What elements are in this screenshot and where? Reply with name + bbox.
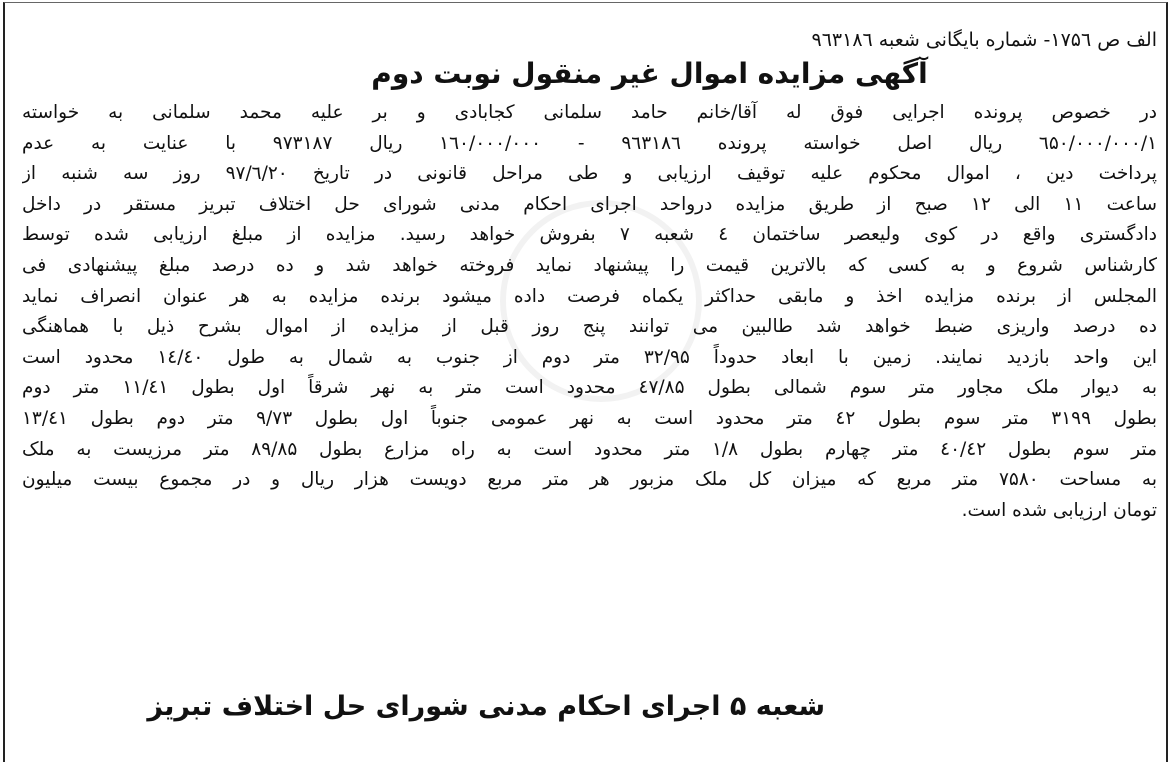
body-line: این واحد بازدید نمایند. زمین با ابعاد حدوداً ۳۲/۹۵ متر دوم از جنوب به شمال به طول ۱٤/٤۰ محدود است (22, 346, 1157, 368)
body-line: دادگستری واقع در کوی ولیعصر ساختمان ٤ شعبه ۷ بفروش خواهد رسید. مزایده از مبلغ ارزیابی شده توسط (22, 224, 1157, 246)
issuing-office: شعبه ۵ اجرای احکام مدنی شورای حل اختلاف تبریز (147, 691, 825, 722)
notice-title: آگهی مزایده اموال غیر منقول نوبت دوم (371, 57, 928, 90)
body-line: المجلس از برنده مزایده اخذ و مابقی حداکثر یکماه فرصت داده میشود برنده مزایده به هر عنوان انصراف نماید (22, 285, 1157, 307)
body-line: به دیوار ملک مجاور متر سوم شمالی بطول ٤۷/۸۵ محدود است متر به نهر شرقاً اول بطول ۱۱/٤۱ متر دوم (22, 377, 1157, 399)
reference-line: الف ص ۱۷۵٦- شماره بایگانی شعبه ۹٦۳۱۸٦ (811, 29, 1157, 51)
body-line: پرداخت دین ، اموال محکوم علیه توقیف ارزیابی و طی مراحل قانونی در تاریخ ۹۷/٦/۲۰ روز سه شنبه از (22, 163, 1157, 185)
body-line: به مساحت ۷۵۸۰ متر مربع که میزان کل ملک مزبور هر متر مربع دویست هزار ریال و در مجموع بیست میلیون (22, 469, 1157, 491)
notice-document (22, 28, 1157, 526)
notice-body (22, 98, 1157, 526)
body-line: بطول ۳۱۹۹ متر سوم بطول ٤۲ متر محدود است به نهر عمومی جنوباً اول بطول ۹/۷۳ متر دوم بطول ۱۳/٤۱ (22, 407, 1157, 429)
body-line: متر سوم بطول ٤۰/٤۲ متر چهارم بطول ۱/۸ متر محدود است به راه مزارع بطول ۸۹/۸۵ متر مرزیست به ملک (22, 438, 1157, 460)
body-line: ۱/٦۵۰/۰۰۰/۰۰۰ ریال اصل خواسته پرونده ۹٦۳۱۸٦ - ۱٦۰/۰۰۰/۰۰۰ ریال ۹۷۳۱۸۷ با عنایت به عدم (22, 132, 1157, 154)
body-line: ده درصد واریزی ضبط خواهد شد طالبین می توانند پنج روز قبل از مزایده از اموال بشرح ذیل با هماهنگی (22, 316, 1157, 338)
body-line: ساعت ۱۱ الی ۱۲ صبح از طریق مزایده درواحد اجرای احکام مدنی شورای حل اختلاف تبریز مستقر در داخل (22, 193, 1157, 215)
body-line: تومان ارزیابی شده است. (961, 499, 1157, 521)
body-line: کارشناس شروع و به کسی که بالاترین قیمت را پیشنهاد نماید فروخته خواهد شد و ده درصد مبلغ پیشنهادی فی (22, 254, 1157, 276)
body-line: در خصوص پرونده اجرایی فوق له آقا/خانم حامد سلمانی کجابادی و بر علیه محمد سلمانی به خواسته (22, 102, 1157, 123)
